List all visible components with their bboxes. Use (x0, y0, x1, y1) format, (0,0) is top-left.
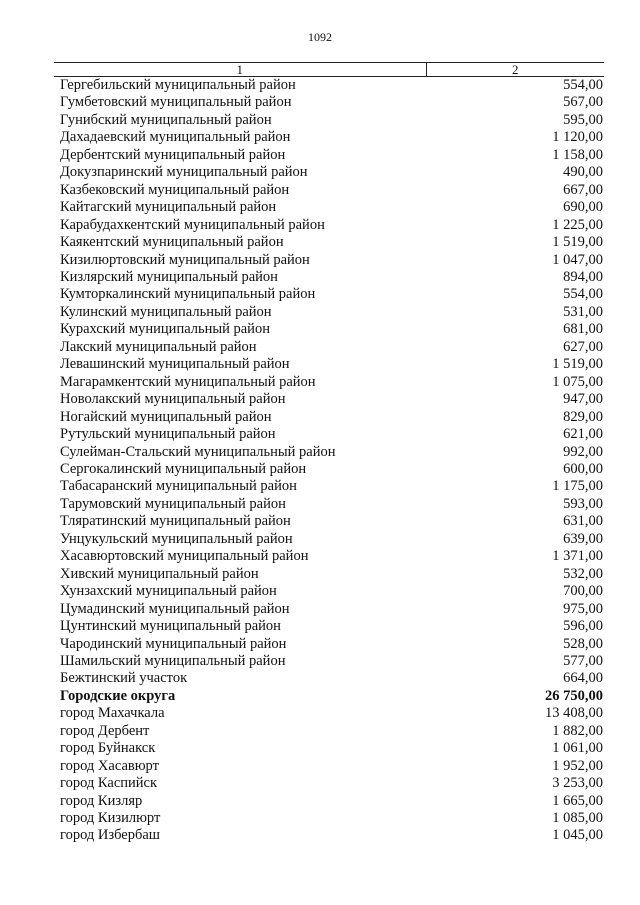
row-name: Докузпаринский муниципальный район (60, 164, 308, 181)
table-row (54, 234, 604, 251)
column-header-2: 2 (426, 63, 604, 77)
row-value: 593,00 (563, 495, 603, 512)
row-value: 829,00 (563, 408, 603, 425)
row-value: 1 519,00 (552, 356, 603, 373)
row-value: 947,00 (563, 391, 603, 408)
row-value: 567,00 (563, 94, 603, 111)
row-value: 667,00 (563, 181, 603, 198)
row-name: Цунтинский муниципальный район (60, 618, 281, 635)
table-row (54, 723, 604, 740)
table-row (54, 653, 604, 670)
row-value: 664,00 (563, 670, 603, 687)
table-row (54, 217, 604, 234)
row-name: Хивский муниципальный район (60, 565, 259, 582)
table-row (54, 688, 604, 705)
table-row (54, 740, 604, 757)
row-value: 596,00 (563, 618, 603, 635)
table-row (54, 286, 604, 303)
row-value: 26 750,00 (545, 687, 603, 704)
row-name: город Каспийск (60, 775, 158, 792)
row-name: Табасаранский муниципальный район (60, 478, 297, 495)
table-row (54, 321, 604, 338)
row-value: 1 158,00 (552, 146, 603, 163)
header-row (54, 63, 604, 77)
row-value: 532,00 (563, 565, 603, 582)
row-name: город Кизляр (60, 792, 143, 809)
row-name: город Избербаш (60, 827, 160, 844)
table-row (54, 601, 604, 618)
row-value: 631,00 (563, 513, 603, 530)
row-value: 975,00 (563, 600, 603, 617)
row-value: 554,00 (563, 77, 603, 93)
row-name: Гергебильский муниципальный район (60, 77, 296, 93)
row-value: 627,00 (563, 338, 603, 355)
allocation-table (54, 62, 604, 845)
row-value: 528,00 (563, 635, 603, 652)
row-name: город Кизилюрт (60, 810, 161, 827)
table-row (54, 339, 604, 356)
row-name: Кулинский муниципальный район (60, 303, 272, 320)
table-row (54, 182, 604, 199)
row-value: 1 120,00 (552, 129, 603, 146)
row-name: город Буйнакск (60, 740, 156, 757)
table-row (54, 147, 604, 164)
table-row (54, 426, 604, 443)
table-row (54, 94, 604, 111)
row-value: 577,00 (563, 652, 603, 669)
row-value: 3 253,00 (552, 775, 603, 792)
row-value: 554,00 (563, 286, 603, 303)
allocation-table-container (54, 62, 604, 845)
row-name: Кизилюртовский муниципальный район (60, 251, 310, 268)
table-row (54, 496, 604, 513)
row-name: Гунибский муниципальный район (60, 111, 272, 128)
row-value: 1 952,00 (552, 757, 603, 774)
table-row (54, 670, 604, 687)
row-name: Кумторкалинский муниципальный район (60, 286, 316, 303)
table-row (54, 391, 604, 408)
page-number: 1092 (308, 30, 332, 44)
row-value: 1 225,00 (552, 216, 603, 233)
row-value: 639,00 (563, 530, 603, 547)
table-row (54, 810, 604, 827)
row-value: 992,00 (563, 443, 603, 460)
row-name: Карабудахкентский муниципальный район (60, 216, 325, 233)
table-row (54, 531, 604, 548)
table-row (54, 705, 604, 722)
table-row (54, 164, 604, 181)
row-name: Тляратинский муниципальный район (60, 513, 291, 530)
table-row (54, 461, 604, 478)
row-value: 1 519,00 (552, 234, 603, 251)
row-name: Гумбетовский муниципальный район (60, 94, 292, 111)
row-value: 490,00 (563, 164, 603, 181)
table-header (54, 63, 604, 77)
row-name: Сергокалинский муниципальный район (60, 460, 307, 477)
row-value: 1 371,00 (552, 548, 603, 565)
row-name: Кайтагский муниципальный район (60, 199, 277, 216)
row-name: Шамильский муниципальный район (60, 652, 286, 669)
table-row (54, 775, 604, 792)
row-name: Дербентский муниципальный район (60, 146, 286, 163)
table-row (54, 269, 604, 286)
row-name: Сулейман-Стальский муниципальный район (60, 443, 336, 460)
row-value: 1 085,00 (552, 810, 603, 827)
table-row (54, 793, 604, 810)
row-name: город Хасавюрт (60, 757, 159, 774)
row-value: 690,00 (563, 199, 603, 216)
table-row (54, 566, 604, 583)
row-name: Новолакский муниципальный район (60, 391, 286, 408)
row-name: город Махачкала (60, 705, 165, 722)
row-name: город Дербент (60, 722, 150, 739)
row-name: Хунзахский муниципальный район (60, 583, 277, 600)
table-row (54, 444, 604, 461)
table-row (54, 252, 604, 269)
row-value: 700,00 (563, 583, 603, 600)
row-value: 531,00 (563, 303, 603, 320)
table-row (54, 129, 604, 146)
table-row (54, 112, 604, 129)
row-value: 681,00 (563, 321, 603, 338)
row-name: Унцукульский муниципальный район (60, 530, 293, 547)
row-name: Кизлярский муниципальный район (60, 268, 278, 285)
table-row (54, 583, 604, 600)
table-row (54, 374, 604, 391)
row-value: 595,00 (563, 111, 603, 128)
table-row (54, 548, 604, 565)
row-value: 1 882,00 (552, 722, 603, 739)
row-name: Магарамкентский муниципальный район (60, 373, 316, 390)
row-name: Ногайский муниципальный район (60, 408, 272, 425)
row-value: 1 047,00 (552, 251, 603, 268)
row-name: Курахский муниципальный район (60, 321, 270, 338)
row-name: Левашинский муниципальный район (60, 356, 290, 373)
row-value: 894,00 (563, 268, 603, 285)
row-name: Каякентский муниципальный район (60, 234, 284, 251)
row-value: 1 045,00 (552, 827, 603, 844)
row-name: Чародинский муниципальный район (60, 635, 287, 652)
row-name: Казбековский муниципальный район (60, 181, 290, 198)
table-row (54, 77, 604, 95)
table-row (54, 356, 604, 373)
row-value: 1 061,00 (552, 740, 603, 757)
row-name: Дахадаевский муниципальный район (60, 129, 291, 146)
column-header-1: 1 (54, 63, 426, 77)
row-name: Цумадинский муниципальный район (60, 600, 290, 617)
table-row (54, 636, 604, 653)
row-value: 1 665,00 (552, 792, 603, 809)
row-name: Хасавюртовский муниципальный район (60, 548, 309, 565)
row-name: Городские округа (60, 687, 176, 704)
table-row (54, 758, 604, 775)
row-name: Рутульский муниципальный район (60, 426, 276, 443)
table-row (54, 304, 604, 321)
table-row (54, 618, 604, 635)
table-body (54, 77, 604, 845)
row-value: 1 075,00 (552, 373, 603, 390)
row-value: 621,00 (563, 426, 603, 443)
row-name: Лакский муниципальный район (60, 338, 257, 355)
row-value: 600,00 (563, 460, 603, 477)
row-value: 13 408,00 (545, 705, 603, 722)
table-row (54, 409, 604, 426)
table-row (54, 199, 604, 216)
table-row (54, 478, 604, 495)
row-value: 1 175,00 (552, 478, 603, 495)
row-name: Бежтинский участок (60, 670, 188, 687)
table-row (54, 513, 604, 530)
table-row (54, 827, 604, 844)
row-name: Тарумовский муниципальный район (60, 495, 286, 512)
